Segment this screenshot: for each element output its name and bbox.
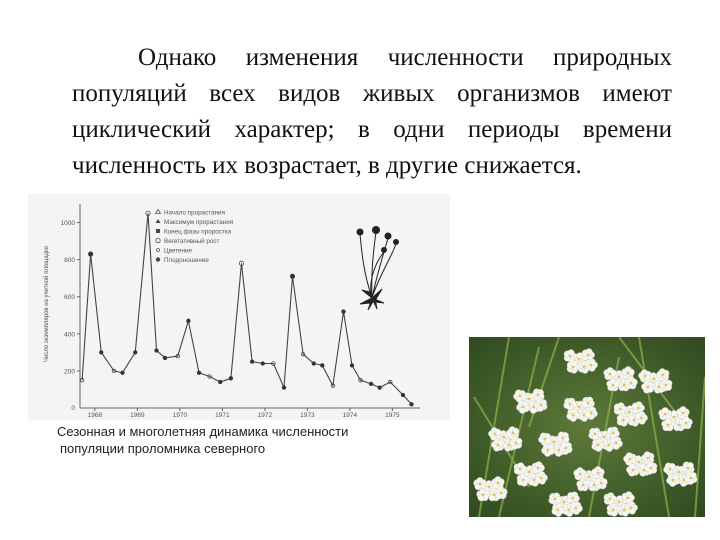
legend-marker — [156, 229, 160, 233]
data-point — [282, 386, 286, 390]
legend-label: Вегетативный рост — [164, 237, 220, 245]
x-tick-label: 1970 — [172, 412, 188, 419]
main-paragraph: Однако изменения численности природных популяций всех видов живых организмов имеют циклический характер; в одни периоды времени численность их возрастает, в другие снижается. — [72, 44, 672, 179]
plant-drawing-icon — [357, 227, 399, 311]
x-tick-label: 1969 — [130, 412, 145, 419]
legend-label: Начало прорастания — [164, 209, 225, 217]
data-point — [155, 349, 159, 353]
white-flowers-photo — [469, 337, 705, 517]
x-origin-label: 0 — [71, 405, 75, 412]
x-tick-label: 1971 — [215, 412, 230, 419]
data-point — [187, 319, 191, 323]
legend-marker — [156, 219, 161, 223]
data-point — [99, 351, 103, 355]
data-point — [401, 393, 405, 397]
x-tick-label: 1975 — [385, 412, 400, 419]
data-point — [378, 386, 382, 390]
data-point — [250, 360, 254, 364]
data-point — [261, 362, 265, 366]
legend-label: Максимум прорастания — [164, 218, 234, 226]
data-point — [197, 371, 201, 375]
data-point — [312, 362, 316, 366]
data-point — [133, 351, 137, 355]
caption-line-2: популяции проломника северного — [60, 441, 266, 456]
y-tick-label: 600 — [64, 294, 75, 302]
data-point — [121, 371, 125, 375]
y-tick-label: 1000 — [60, 220, 75, 228]
caption-line-1: Сезонная и многолетняя динамика численности — [57, 424, 349, 439]
legend-marker — [156, 210, 161, 214]
figure-caption — [57, 423, 417, 457]
x-tick-label: 1968 — [87, 412, 103, 419]
data-point — [88, 252, 92, 256]
data-point — [350, 364, 354, 368]
legend-label: Цветение — [164, 247, 193, 255]
series-line — [82, 213, 411, 404]
chart-legend — [156, 209, 234, 263]
y-tick-label: 200 — [64, 368, 75, 376]
y-tick-label: 800 — [64, 257, 75, 265]
data-point — [218, 380, 222, 384]
data-point — [369, 382, 373, 386]
chart-axes — [61, 204, 420, 419]
data-point — [229, 377, 233, 381]
legend-marker — [157, 249, 160, 252]
x-tick-label: 1973 — [300, 412, 315, 419]
data-point — [410, 402, 414, 406]
y-tick-label: 400 — [64, 331, 75, 339]
data-point — [290, 274, 294, 278]
data-point — [342, 310, 346, 314]
data-point — [163, 356, 167, 360]
legend-label: Плодоношение — [164, 256, 209, 264]
data-point — [320, 364, 324, 368]
chart-series — [80, 211, 413, 406]
x-tick-label: 1972 — [257, 412, 273, 419]
population-chart-svg — [28, 194, 450, 420]
legend-marker — [156, 257, 160, 261]
legend-label: Конец фазы проростка — [164, 228, 232, 236]
population-chart — [28, 194, 450, 420]
x-tick-label: 1974 — [342, 412, 358, 419]
legend-marker — [156, 238, 160, 242]
y-axis-title: Число экземпляров на учетной площадке — [44, 245, 50, 363]
